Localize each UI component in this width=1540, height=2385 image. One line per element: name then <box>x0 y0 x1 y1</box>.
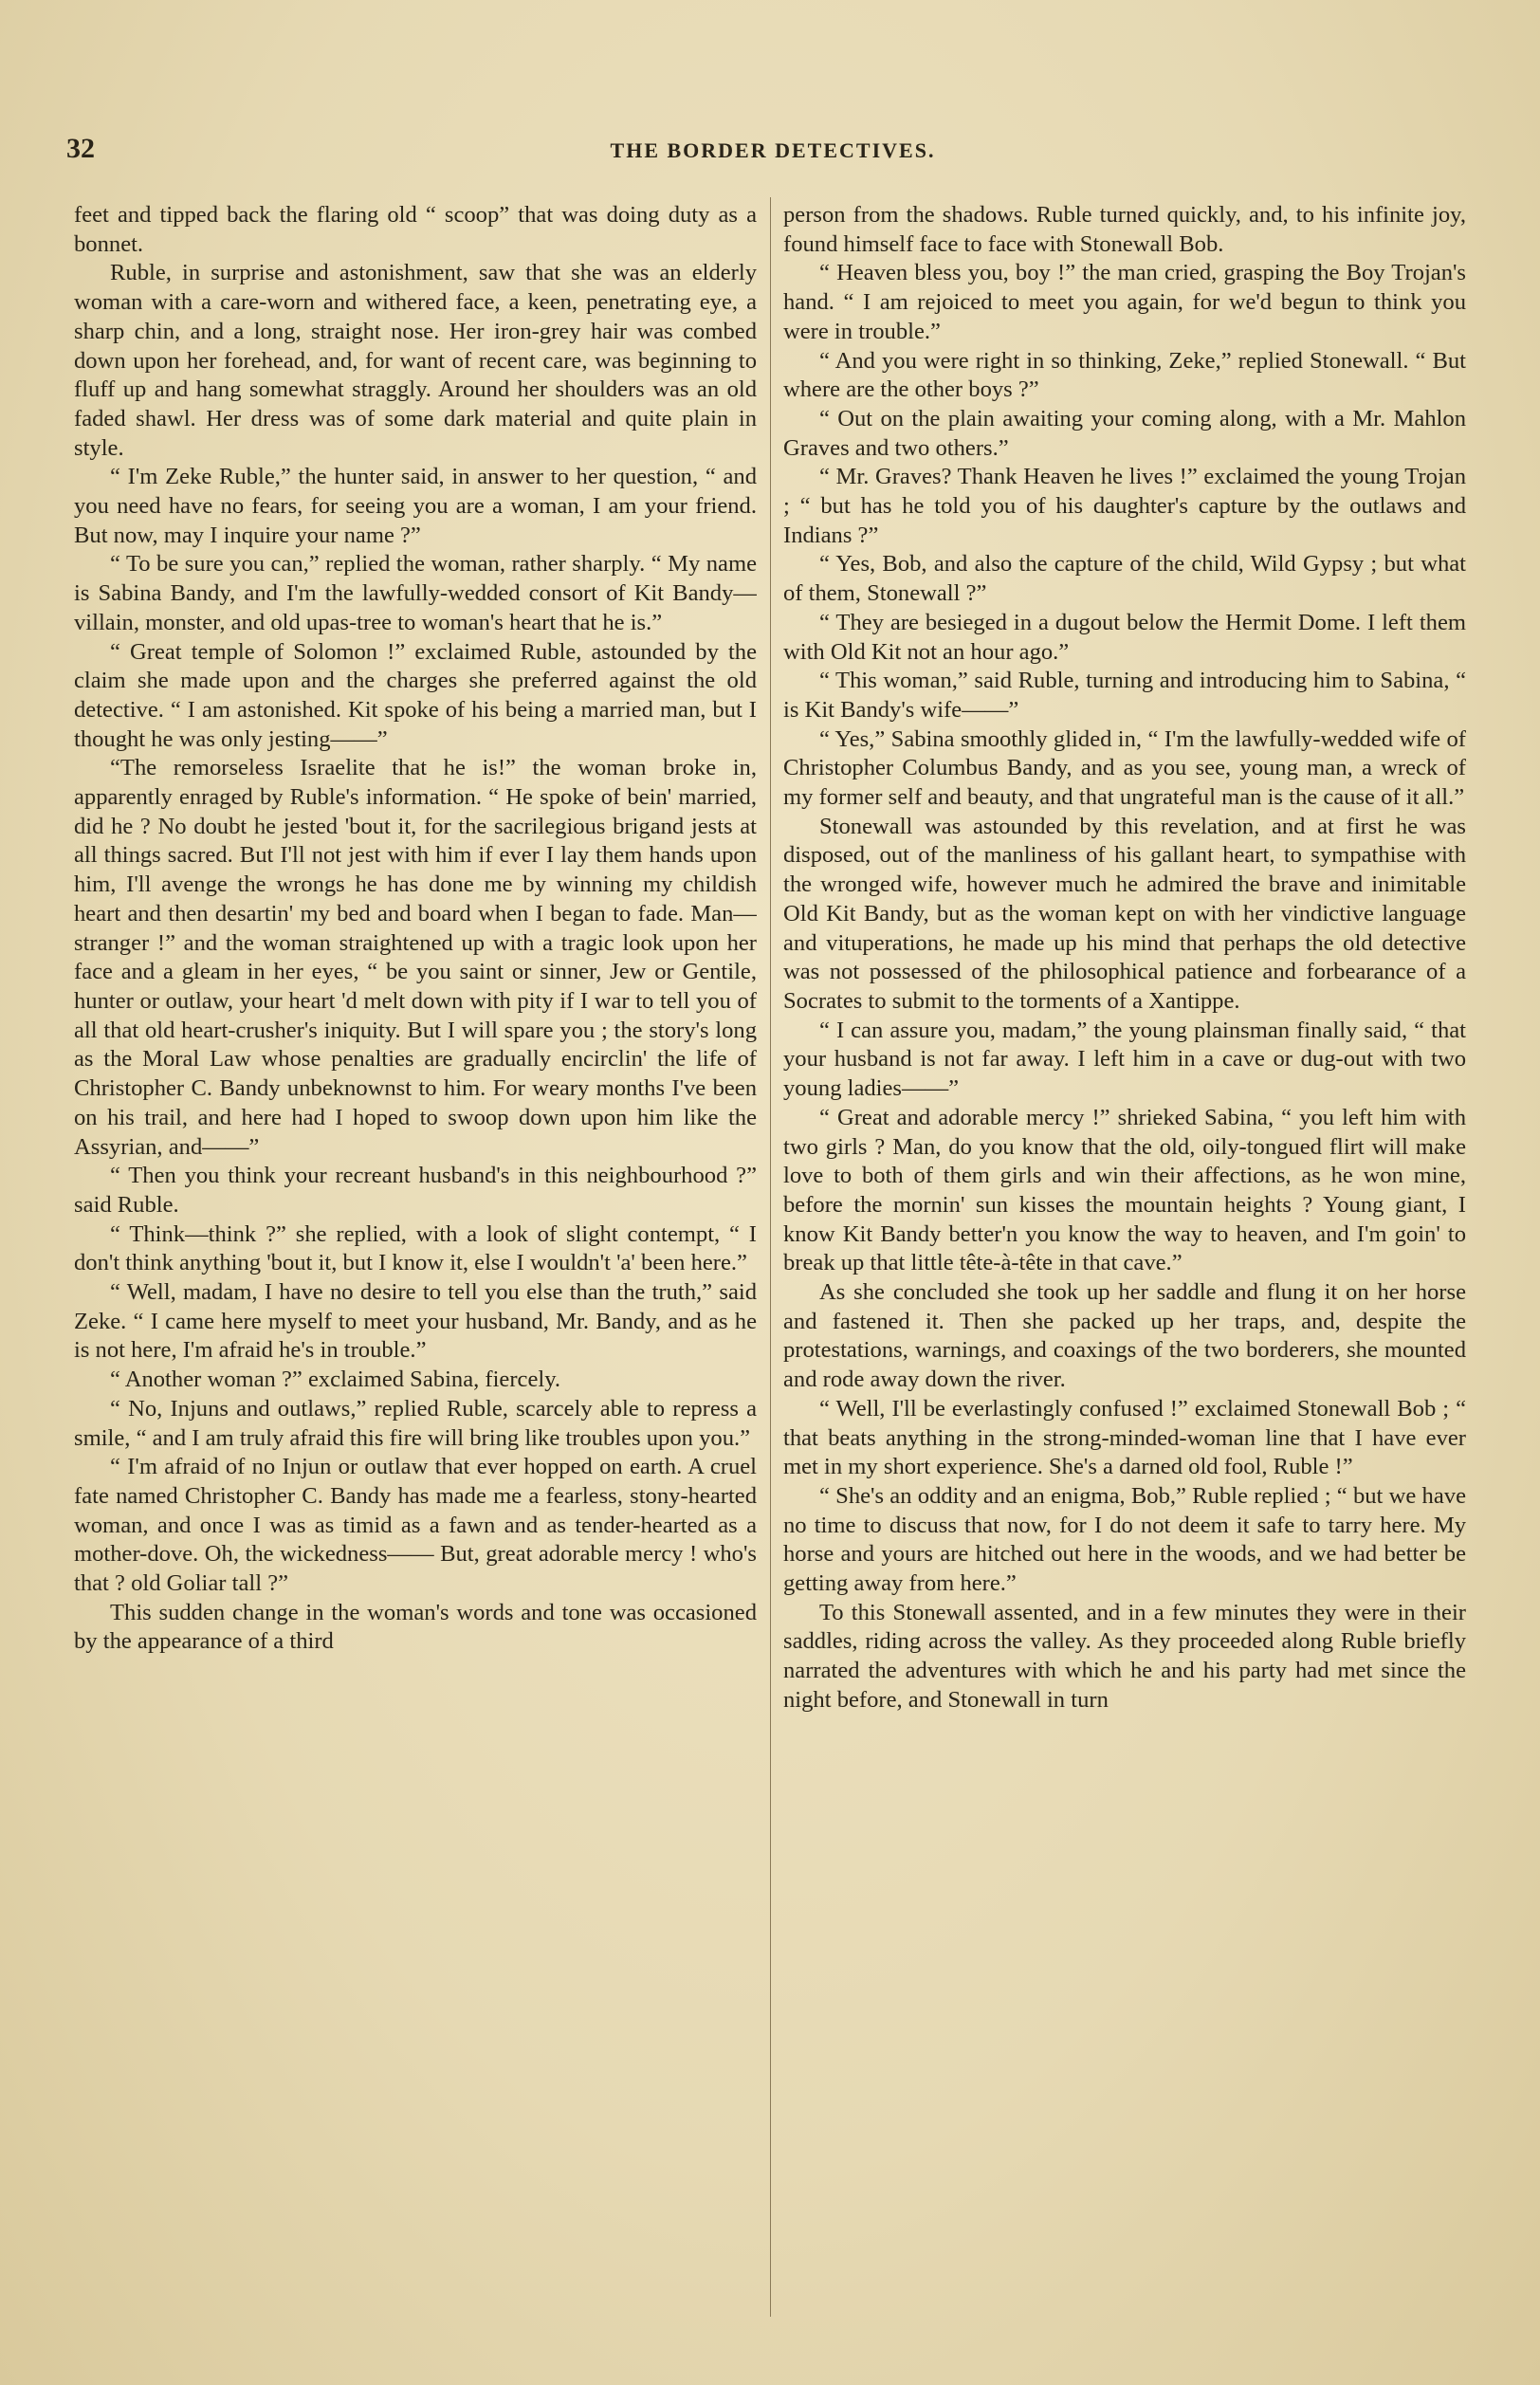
paragraph: “ She's an oddity and an enigma, Bob,” Ruble replied ; “ but we have no time to discuss that now, for I do not deem it safe to tarry here. My horse and yours are hitched out here in the woods, and we had better be getting away from here.” <box>783 1482 1466 1597</box>
paragraph: “ I'm Zeke Ruble,” the hunter said, in answer to her question, “ and you need have no fears, for seeing you are a woman, I am your friend. But now, may I inquire your name ?” <box>74 464 757 548</box>
left-column <box>74 201 757 2316</box>
paragraph: “ This woman,” said Ruble, turning and introducing him to Sabina, “ is Kit Bandy's wife——” <box>783 668 1466 723</box>
paragraph: As she concluded she took up her saddle and flung it on her horse and fastened it. Then she packed up her traps, and, despite the protestations, warnings, and coaxings of the two borderers, she mounted and rode away down the river. <box>783 1279 1466 1393</box>
paragraph: “ Great and adorable mercy !” shrieked Sabina, “ you left him with two girls ? Man, do you know that the old, oily-tongued flirt will make love to both of them girls and win their affections, as he won mine, before the mornin' sun kisses the mountain heights ? Young giant, I know Kit Bandy better'n you know the way to heaven, and I'm goin' to break up that little tête-à-tête in that cave.” <box>783 1104 1466 1276</box>
paragraph: “ Well, I'll be everlastingly confused !” exclaimed Stonewall Bob ; “ that beats anything in the strong-minded-woman line that I have ever met in my short experience. She's a darned old fool, Ruble !” <box>783 1395 1466 1480</box>
paragraph: “ Yes, Bob, and also the capture of the child, Wild Gypsy ; but what of them, Stonewall ?” <box>783 551 1466 607</box>
paragraph: “ And you were right in so thinking, Zeke,” replied Stonewall. “ But where are the other boys ?” <box>783 347 1466 403</box>
paragraph: “ Mr. Graves? Thank Heaven he lives !” exclaimed the young Trojan ; “ but has he told you of his daughter's capture by the outlaws and Indians ?” <box>783 464 1466 548</box>
paragraph: This sudden change in the woman's words and tone was occasioned by the appearance of a third <box>74 1599 757 1655</box>
page-number: 32 <box>66 133 95 164</box>
paragraph: “ Yes,” Sabina smoothly glided in, “ I'm the lawfully-wedded wife of Christopher Columbus Bandy, and as you see, young man, a wreck of my former self and beauty, and that ungrateful man is the cause of it all.” <box>783 725 1466 811</box>
paragraph: “ Great temple of Solomon !” exclaimed Ruble, astounded by the claim she made upon and the charges she preferred against the old detective. “ I am astonished. Kit spoke of his being a married man, but I thought he was only jesting——” <box>74 638 757 752</box>
paragraph: “ Another woman ?” exclaimed Sabina, fiercely. <box>110 1367 561 1393</box>
paragraph: “ Well, madam, I have no desire to tell you else than the truth,” said Zeke. “ I came here myself to meet your husband, Mr. Bandy, and as he is not here, I'm afraid he's in trouble.” <box>74 1279 757 1364</box>
paragraph: “ They are besieged in a dugout below the Hermit Dome. I left them with Old Kit not an hour ago.” <box>783 609 1466 665</box>
paragraph: “The remorseless Israelite that he is!” the woman broke in, apparently enraged by Ruble's information. “ He spoke of bein' married, did he ? No doubt he jested 'bout it, for the sacrilegious brigand jests at all things sacred. But I'll not jest with him if ever I lay them hands upon him, I'll avenge the wrongs he has done me by winning my childish heart and then desartin' my bed and board when I began to fade. Man—stranger !” and the woman straightened up with a tragic look upon her face and a gleam in her eyes, “ be you saint or sinner, Jew or Gentile, hunter or outlaw, your heart 'd melt down with pity if I war to tell you of all that old heart-crusher's iniquity. But I will spare you ; the story's long as the Moral Law whose penalties are gradually encirclin' the life of Christopher C. Bandy unbeknownst to him. For weary months I've been on his trail, and here had I hoped to swoop down upon him like the Assyrian, and——” <box>74 755 757 1160</box>
paragraph: “ To be sure you can,” replied the woman, rather sharply. “ My name is Sabina Bandy, and I'm the lawfully-wedded consort of Kit Bandy—villain, monster, and old upas-tree to woman's heart that he is.” <box>74 551 757 635</box>
right-column <box>783 201 1466 2316</box>
paragraph: To this Stonewall assented, and in a few minutes they were in their saddles, riding across the valley. As they proceeded along Ruble briefly narrated the adventures with which he and his party had met since the night before, and Stonewall in turn <box>783 1599 1466 1713</box>
paragraph: Stonewall was astounded by this revelation, and at first he was disposed, out of the manliness of his gallant heart, to sympathise with the wronged wife, however much he admired the brave and inimitable Old Kit Bandy, but as the woman kept on with her vindictive language and vituperations, he made up his mind that perhaps the old detective was not possessed of the philosophical patience and forbearance of a Socrates to submit to the torments of a Xantippe. <box>783 813 1466 1014</box>
page-header <box>66 133 1479 171</box>
paragraph: person from the shadows. Ruble turned quickly, and, to his infinite joy, found himself face to face with Stonewall Bob. <box>783 202 1466 257</box>
running-title: THE BORDER DETECTIVES. <box>610 138 936 162</box>
paragraph: “ Then you think your recreant husband's in this neighbourhood ?” said Ruble. <box>74 1163 757 1218</box>
paragraph: “ Heaven bless you, boy !” the man cried, grasping the Boy Trojan's hand. “ I am rejoiced to meet you again, for we'd begun to think you were in trouble.” <box>783 260 1466 344</box>
column-divider <box>770 197 771 2317</box>
paragraph: “ No, Injuns and outlaws,” replied Ruble, scarcely able to repress a smile, “ and I am truly afraid this fire will bring like troubles upon you.” <box>74 1395 757 1451</box>
paragraph: “ Think—think ?” she replied, with a look of slight contempt, “ I don't think anything 'bout it, but I know it, else I wouldn't 'a' been here.” <box>74 1220 757 1276</box>
paragraph: Ruble, in surprise and astonishment, saw that she was an elderly woman with a care-worn and withered face, a keen, penetrating eye, a sharp chin, and a long, straight nose. Her iron-grey hair was combed down upon her forehead, and, for want of recent care, was beginning to fluff up and hang somewhat straggly. Around her shoulders was an old faded shawl. Her dress was of some dark material and quite plain in style. <box>74 260 757 461</box>
paragraph: “ I can assure you, madam,” the young plainsman finally said, “ that your husband is not far away. I left him in a cave or dug-out with two young ladies——” <box>783 1017 1466 1102</box>
paragraph: feet and tipped back the flaring old “ scoop” that was doing duty as a bonnet. <box>74 202 757 257</box>
paragraph: “ I'm afraid of no Injun or outlaw that ever hopped on earth. A cruel fate named Christopher C. Bandy has made me a fearless, stony-hearted woman, and once I was as timid as a fawn and as tender-hearted as a mother-dove. Oh, the wickedness—— But, great adorable mercy ! who's that ? old Goliar tall ?” <box>74 1454 757 1597</box>
paragraph: “ Out on the plain awaiting your coming along, with a Mr. Mahlon Graves and two others.” <box>783 405 1466 461</box>
